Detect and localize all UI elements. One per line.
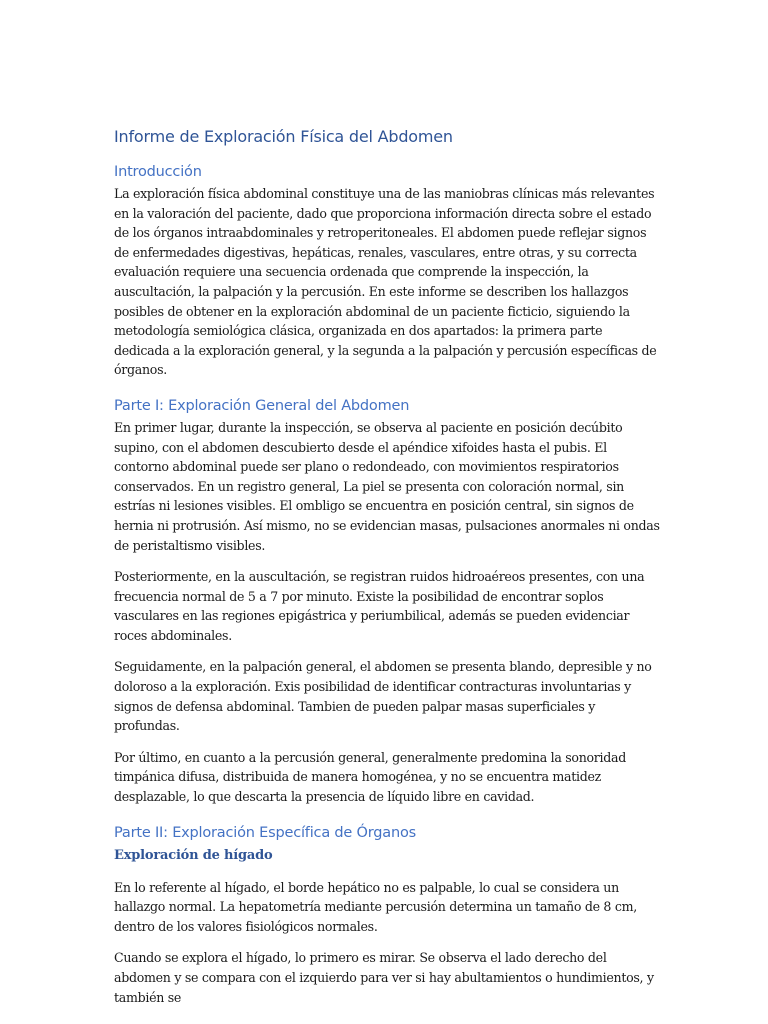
section-heading-parte-1: Parte I: Exploración General del Abdomen xyxy=(114,397,410,414)
paragraph: La exploración física abdominal constituye una de las maniobras clínicas más relevantes en la valoración del paciente, dado que proporciona información directa sobre el estado de los órganos intraabdominales y retroperitoneales. El abdomen puede reflejar signos de enfermedades digestivas, hepáticas, renales, vasculares, entre otras, y su correcta evaluación requiere una secuencia ordenada que comprende la inspección, la auscultación, la palpación y la percusión. En este informe se describen los hallazgos posibles de obtener en la exploración abdominal de un paciente ficticio, siguiendo la metodología semiológica clásica, organizada en dos apartados: la primera parte dedicada a la exploración general, y la segunda a la palpación y percusión específicas de órganos. xyxy=(114,186,657,378)
paragraph: Cuando se explora el hígado, lo primero es mirar. Se observa el lado derecho del abdomen y se compara con el izquierdo para ver si hay abultamientos o hundimientos, y también se xyxy=(114,950,654,1005)
subsection-heading-higado: Exploración de hígado xyxy=(114,847,273,863)
paragraph: Por último, en cuanto a la percusión general, generalmente predomina la sonoridad timpánica difusa, distribuida de manera homogénea, y no se encuentra matidez desplazable, lo que descarta la presencia de líquido libre en cavidad. xyxy=(114,749,626,805)
document-page xyxy=(114,122,660,1007)
section-heading-introduccion: Introducción xyxy=(114,164,202,180)
section-heading-parte-2: Parte II: Exploración Específica de Órganos xyxy=(114,824,416,841)
paragraph: En primer lugar, durante la inspección, se observa al paciente en posición decúbito supino, con el abdomen descubierto desde el apéndice xifoides hasta el pubis. El contorno abdominal puede ser plano o redondeado, con movimientos respiratorios conservados. En un registro general, La piel se presenta con coloración normal, sin estrías ni lesiones visibles. El ombligo se encuentra en posición central, sin signos de hernia ni protrusión. Así mismo, no se evidencian masas, pulsaciones anormales ni ondas de peristaltismo visibles. xyxy=(114,419,660,553)
document-title: Informe de Exploración Física del Abdomen xyxy=(114,127,453,146)
paragraph: Seguidamente, en la palpación general, el abdomen se presenta blando, depresible y no doloroso a la exploración. Exis posibilidad de identificar contracturas involuntarias y signos de defensa abdominal. Tambien de pueden palpar masas superficiales y profundas. xyxy=(114,659,652,734)
paragraph: Posteriormente, en la auscultación, se registran ruidos hidroaéreos presentes, con una frecuencia normal de 5 a 7 por minuto. Existe la posibilidad de encontrar soplos vasculares en las regiones epigástrica y periumbilical, además se pueden evidenciar roces abdominales. xyxy=(114,569,645,643)
paragraph: En lo referente al hígado, el borde hepático no es palpable, lo cual se considera un hallazgo normal. La hepatometría mediante percusión determina un tamaño de 8 cm, dentro de los valores fisiológicos normales. xyxy=(114,879,637,934)
